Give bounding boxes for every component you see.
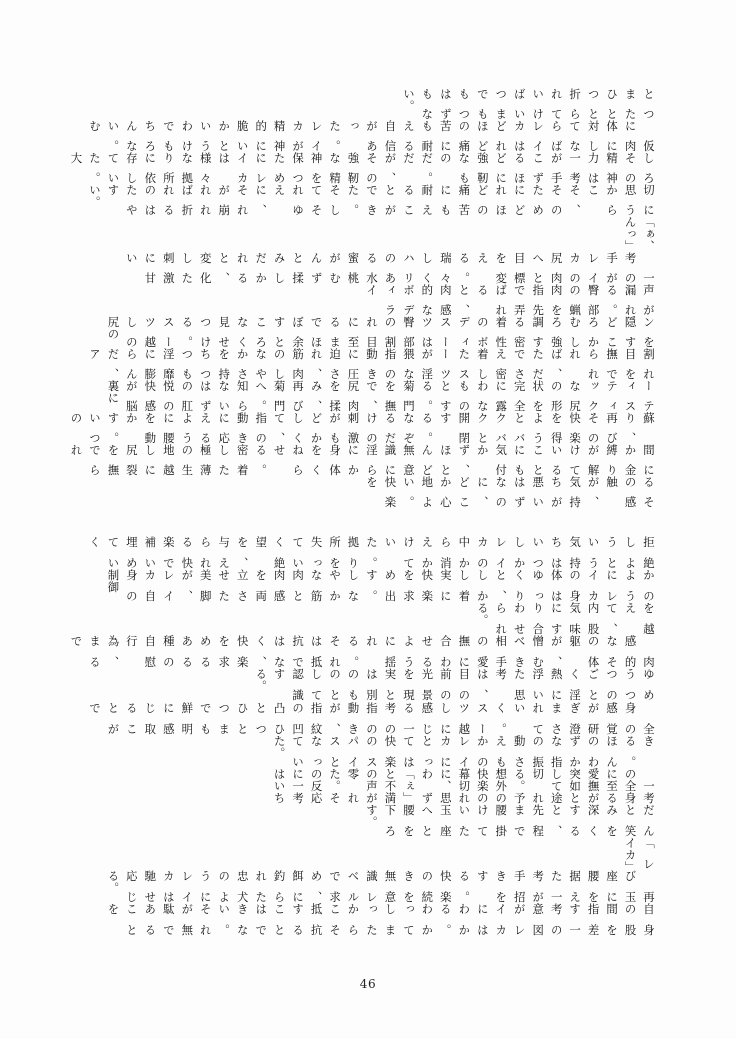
text-column: 「レイカ」 [623, 836, 656, 873]
text-column: るその感触が、気持ちが悪いはずなのに、どこか心地よい。快楽を [364, 475, 656, 508]
text-column: ーティスティックな尻の形状を完全に露わなものとする。菊門を撫で、尻肉を揉み、再び菊門へ。知らないはずの肛悦の快感が脳裏に [106, 379, 656, 412]
text-column: 仮に肉体に対してならばレイカはどれほどの痛苦にも耐える自信があった。レイカが精神的に脆いかというわけでもちろんない。む [87, 120, 656, 153]
text-column: 蘇り、再びその快楽を得ようとバクバクと開閉する。なぞるだけの刺激がもどかしくて、指の動きに応えるように腰を動かす。いつの [69, 411, 656, 444]
text-column: だんと笑みを深くすると、先程まで腰掛けていた玉座へと腰を下ろす。 [364, 803, 656, 837]
text-column: 「ぁ、んっ」 [623, 216, 656, 252]
text-column: 一考の手がレイカの尻肉へと目標を変える。瑞々しくハリのある水蜜桃がむんずと揉みしだかれると、変化した刺激に甘い [124, 251, 656, 284]
text-column: 一考の全身に至る愛撫が突如として途切れる。予想外の快楽の幕切れに、思わず「ぇ」と不満の声が零れた。その反応に一考はいち [272, 767, 656, 804]
text-column: とつまたひとつと折られていけばいつまでももつはずもない。 [401, 88, 656, 121]
text-column: 拒絶しようという気持ちはいつしかレイカの中から消えかけていた。拠り所を失っていく絶望を、与えられる快楽で補い埋めていく [87, 536, 656, 570]
text-column: きる。ほんのわずかな指の振動さえもかのレイカにとっては快楽のスパイスとなっていた。 [272, 734, 656, 768]
text-block-upper [61, 88, 659, 508]
text-column: を越えて、内股気味にすり合わせられる。 [475, 602, 656, 636]
text-column: 切に思うからこそ、そのためにどれほどの痛苦にも耐えることができた。そしてそれゆえに、それが崩れれば折れるのはたやすい。 [87, 184, 656, 217]
text-column: 割れ目を撫でられれば、ただでさえ密着したスーツが淫猥な指の動きに圧迫され、筋肉のしなやかさを持ちつつも淫靡に膨らんだ、ア [87, 347, 656, 380]
text-column: 再び玉座に腰を据えた一考が手招きをする。快楽の続きを無意識レベルで求め、餌に釣られた忠犬のようにレイカは馳せ応じる。 [106, 869, 656, 903]
text-column: ゆめうつつのごとく淫熱に浮いた思考は、目の前の光景を現実とは別のものとして認識する。 [254, 668, 656, 702]
text-column: かのようにレイカの身体はゆっくりと、しかし着実に快楽を求め出す。しなやかな筋肉と肉感を両立させた美脚が、レイカ自身の制御 [106, 569, 656, 603]
text-column: しろその精神力は一考が手こずるほどに強靭なものだ。だが、その強靭な精神を保つためにレイカは様々な拠り所に依存していた。大 [69, 152, 656, 185]
text-column: 声が漏れる。臀部の蝋肉を指先で弄ばれると、肉感的なボディライ [364, 283, 656, 316]
text-column: 全身の感覚が研ぎ澄まされていく。スーツ越しに感じる一考の指の動きが、指紋の凹凸ひとつひとつまでも鮮明に感じ取ることがで [87, 701, 656, 735]
page-number: 46 [359, 977, 377, 991]
text-column: 自身の股間を指差す一考の意図がレイカにはわかる。わかってしまったからこそ抵抗することはできない。それが無駄であることを [106, 902, 656, 936]
text-column: 肉感的なその体躯が、憎むべき相手の愛撫に合わせるように揺れる。それは抵抗ではなく、快楽を求めるある種の自慰行為、まるで [69, 635, 656, 669]
text-column: 間にか金縛りが解けていることにも気付かず、ほとんど無意識に淫らにか身体をくねらせる。密着した極薄の生地越しに尻裂を撫でられ [69, 443, 656, 476]
text-block-lower [61, 536, 659, 936]
text-column: ンを隠すどころかむしろ強調する密着性のボディスーツは臀部の割れ目に至るまでほぼ余すところなく見せつける。スーツ越しの尻の [106, 315, 656, 348]
